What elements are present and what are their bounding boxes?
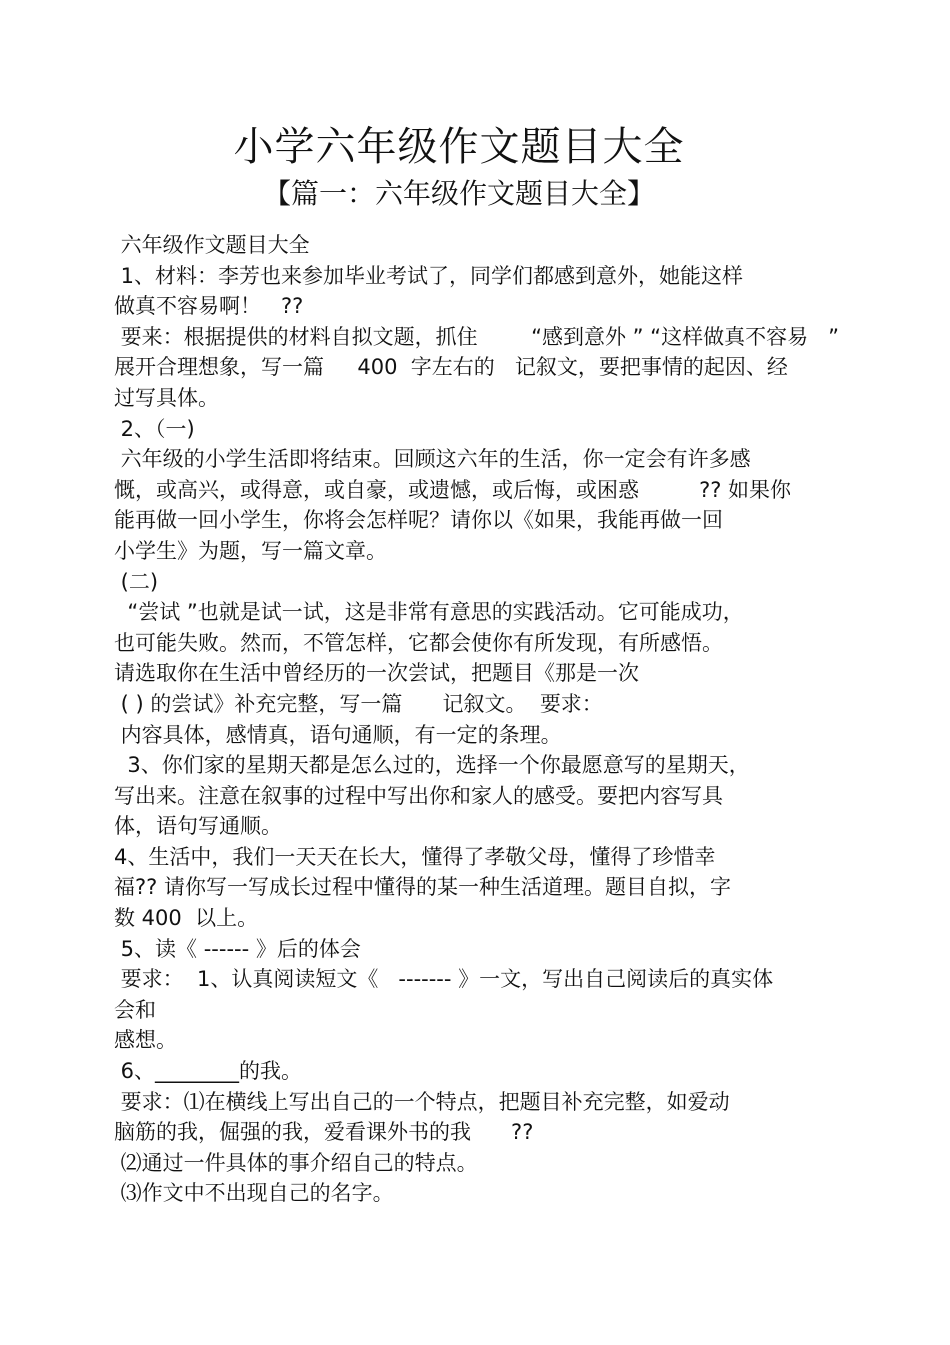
text-line: 写出来。注意在叙事的过程中写出你和家人的感受。要把内容写具 [114,783,723,808]
page-title: 小学六年级作文题目大全 [233,124,685,170]
text-line: 福?? 请你写一写成长过程中懂得的某一种生活道理。题目自拟，字 [114,875,731,900]
text-line: 也可能失败。然而，不管怎样，它都会使你有所发现，有所感悟。 [114,630,723,655]
text-line: 2、（一) [114,416,195,441]
text-line: 体，语句写通顺。 [114,814,282,839]
text-line: 1、材料：李芳也来参加毕业考试了，同学们都感到意外，她能这样 [114,263,744,288]
text-line: 小学生》为题，写一篇文章。 [114,538,387,563]
text-line: 要求：⑴在横线上写出自己的一个特点，把题目补充完整，如爱动 [114,1089,730,1114]
text-line: 6、________的我。 [114,1059,303,1084]
text-line: 六年级的小学生活即将结束。回顾这六年的生活，你一定会有许多感 [114,447,751,472]
text-line: ⑵通过一件具体的事介绍自己的特点。 [114,1150,478,1175]
text-line: 数 400 以上。 [114,906,259,931]
text-line: 展开合理想象，写一篇 400 字左右的 记叙文，要把事情的起因、经 [114,355,788,380]
text-line: 内容具体，感情真，语句通顺，有一定的条理。 [114,722,562,747]
text-line: 请选取你在生活中曾经历的一次尝试，把题目《那是一次 [114,661,639,686]
text-line: 要求： 1、认真阅读短文《 ------- 》一文，写出自己阅读后的真实体 [114,967,774,992]
text-line: 3、你们家的星期天都是怎么过的，选择一个你最愿意写的星期天， [114,753,750,778]
text-line: 感想。 [114,1028,177,1053]
text-line: (二) [114,569,159,594]
text-line: “尝试 ”也就是试一试，这是非常有意思的实践活动。它可能成功， [114,600,744,625]
text-line: 要来：根据提供的材料自拟文题，抓住 “感到意外 ” “这样做真不容易 ” [114,324,839,349]
text-line: 过写具体。 [114,385,219,410]
text-line: ( ) 的尝试》补充完整，写一篇 记叙文。 要求： [114,691,603,716]
body-text [114,230,844,1209]
section-heading: 【篇一：六年级作文题目大全】 [262,177,655,210]
text-line: ⑶作文中不出现自己的名字。 [114,1181,394,1206]
text-line: 慨，或高兴，或得意，或自豪，或遗憾，或后悔，或困惑 ?? 如果你 [114,477,792,502]
text-line: 会和 [114,997,156,1022]
text-line: 能再做一回小学生，你将会怎样呢？请你以《如果，我能再做一回 [114,508,723,533]
text-line: 5、读《 ------ 》后的体会 [114,936,361,961]
text-line: 六年级作文题目大全 [114,233,310,257]
text-line: 做真不容易啊！ ?? [114,294,304,319]
text-line: 脑筋的我，倔强的我，爱看课外书的我 ?? [114,1120,534,1145]
text-line: 4、生活中，我们一天天在长大，懂得了孝敬父母，懂得了珍惜幸 [114,844,716,869]
